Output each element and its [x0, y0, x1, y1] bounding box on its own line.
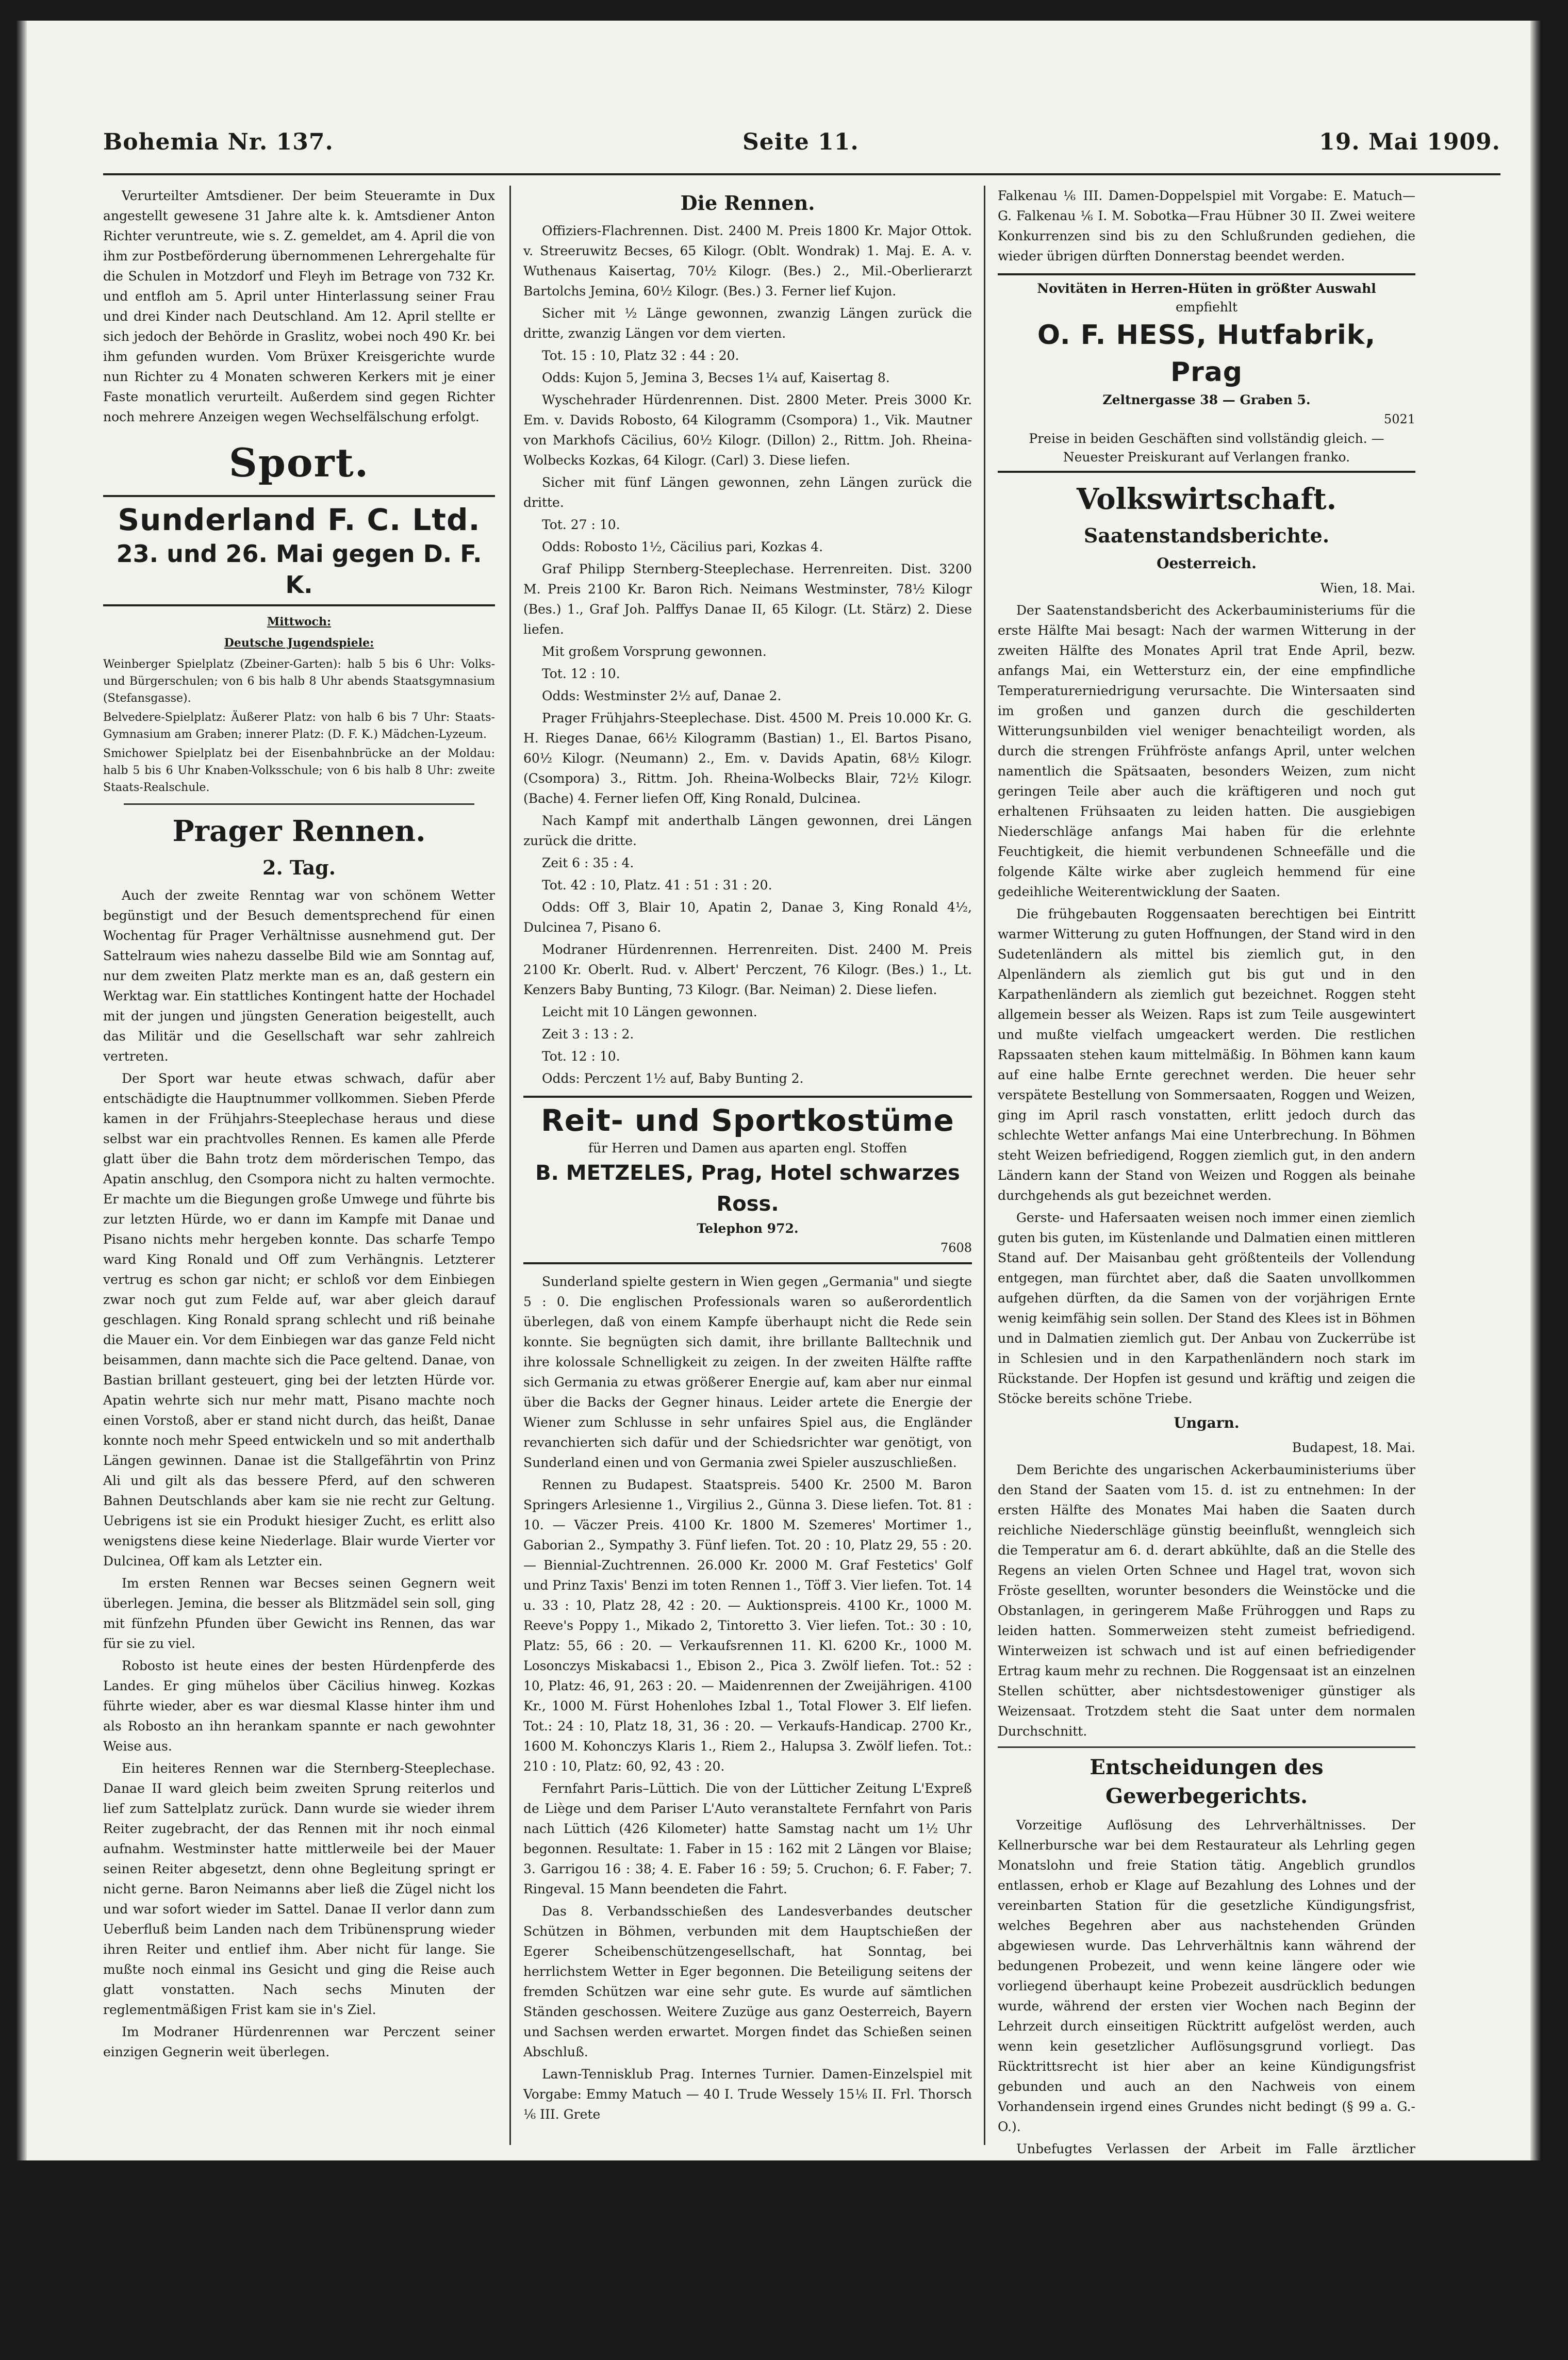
- heading-mittwoch: Mittwoch:: [267, 615, 332, 629]
- rennen-paragraph: Robosto ist heute eines der besten Hürdenpferde des Landes. Er ging mühelos über Cäcilius hinweg. Kozkas führte wieder, aber es war diesmal Klasse hinter ihm und als Robosto an ihn herankam spannte er nach gewohnter Weise aus.: [103, 1658, 495, 1754]
- ad-hess-address: Zeltnergasse 38 — Graben 5.: [1102, 392, 1311, 407]
- sport-news: Das 8. Verbandsschießen des Landesverbandes deutscher Schützen in Böhmen, verbunden mit dem Hauptschießen der Egerer Scheibenschützengesellschaft, hat Sonntag, bei herrlichstem Wetter in Eger begonnen. Die Beteiligung seitens der fremden Schützen war eine sehr gute. Es wurde auf sämtlichen Ständen geschossen. Weitere Zuzüge aus ganz Oesterreich, Bayern und Sachsen werden erwartet. Morgen findet das Schießen seinen Abschluß.: [523, 1904, 972, 2059]
- saatenstand-paragraph: Die frühgebauten Roggensaaten berechtigen bei Eintritt warmer Witterung zu guten Hoffnungen, der Stand wird in den Sudetenländern als mittel bis ziemlich gut, in den Alpenländern als ziemlich gut bis gut und in den Karpathenländern als ziemlich gut bezeichnet. Roggen steht allgemein besser als Weizen. Raps ist zum Teile ausgewintert und mußte vielfach umgeackert werden. Die restlichen Rapssaaten stehen kaum mittelmäßig. In Böhmen kann kaum auf eine halbe Ernte gerechnet werden. Die heuer sehr verspätete Bestellung von Sommersaaten, Roggen und Weizen, ging im April rasch vonstatten, erlitt jedoch durch das schlechte Wetter anfangs Mai eine Unterbrechung. In Böhmen steht Weizen befriedigend, Roggen ziemlich gut, in den andern Ländern kann der Stand von Weizen und Roggen als beinahe durchgehends als gut bezeichnet werden.: [998, 906, 1415, 1203]
- rennen-paragraph: Ein heiteres Rennen war die Sternberg-Steeplechase. Danae II ward gleich beim zweiten Sprung reiterlos und lief zum Sattelplatz zurück. Dann wurde sie wieder ihrem Reiter zugebracht, der das Rennen mit ihr noch einmal aufnahm. Westminster hatte mittlerweile bei der Mauer seinen Reiter abgesetzt, denn ohne Begleitung springt er nicht gerne. Baron Neimanns aber ließ die Zügel nicht los und war sofort wieder im Sattel. Danae II verlor dann zum Ueberfluß beim Landen nach dem Tribünensprung wieder ihren Reiter und entlief ihm. Aber nicht für lange. Sie mußte noch einmal ins Gesicht und ging die Reise auch glatt vonstatten. Nach sechs Minuten der reglementmäßigen Frist kam sie in's Ziel.: [103, 1761, 495, 2017]
- rennen-paragraph: Im ersten Rennen war Becses seinen Gegnern weit überlegen. Jemina, die besser als Blitzmädel sein soll, ging mit fünfzehn Pfunden über Gewicht ins Rennen, das war für sie zu viel.: [103, 1576, 495, 1651]
- gewerbegericht-paragraph: Vorzeitige Auflösung des Lehrverhältnisses. Der Kellnerbursche war bei dem Restaurateur als Lehrling gegen Monatslohn und freie Station tätig. Angeblich grundlos entlassen, erhob er Klage auf Bezahlung des Lohnes und der vereinbarten Station für die gesetzliche Kündigungsfrist, welches Begehren aber aus nachstehenden Gründen abgewiesen wurde. Das Lehrverhältnis kann während der bedungenen Probezeit, und wenn keine längere oder wie vorliegend überhaupt keine Probezeit ausdrücklich bedungen wurde, während der ersten vier Wochen nach Beginn der Lehrzeit durch einseitigen Rücktritt aufgelöst werden, auch wenn kein gesetzlicher Auflösungsgrund vorliegt. Das Rücktrittsrecht ist hier aber an keine Kündigungsfrist gebunden und auch an den Nachweis von einem Vorhandensein irgend eines Grundes nicht bedingt (§ 99 a. G.-O.).: [998, 1818, 1415, 2134]
- left-page-fold: [15, 21, 27, 2160]
- heading-gewerbegericht: Entscheidungen des Gewerbegerichts.: [1090, 1755, 1324, 1808]
- heading-die-rennen: Die Rennen.: [680, 191, 815, 214]
- race-result: Tot. 12 : 10.: [542, 666, 620, 681]
- column-1: [103, 186, 495, 2145]
- article-amtsdiener: Verurteilter Amtsdiener. Der beim Steueramte in Dux angestellt gewesene 31 Jahre alte k. k. Amtsdiener Anton Richter veruntreute, wie s. Z. gemeldet, am 4. April die von ihm zur Postbeförderung übernommenen Lehrergehalte für die Schulen in Motzdorf und Fleyh im Betrage von 732 Kr. und entfloh am 5. April unter Hinterlassung seiner Frau und drei Kinder nach Deutschland. Am 12. April stellte er sich jedoch der Behörde in Graslitz, wobei noch 490 Kr. bei ihm gefunden wurden. Vom Brüxer Kreisgerichte wurde nun Richter zu 4 Monaten schweren Kerkers mit je einer Faste monatlich verurteilt. Außerdem sind gegen Richter noch mehrere Anzeigen wegen Wechselfälschung erfolgt.: [103, 188, 495, 424]
- saatenstand-paragraph: Der Saatenstandsbericht des Ackerbauministeriums für die erste Hälfte Mai besagt: Nach der warmen Witterung in der zweiten Hälfte des Monates April trat Ende April, bezw. anfangs Mai, ein Wettersturz ein, der eine empfindliche Temperaturerniedrigung verursachte. Die Wintersaaten sind im großen und ganzen durch die geschilderten Witterungsunbilden viel weniger benachteiligt worden, als durch die strengen Frühfröste anfangs April, unter welchen namentlich die Spätsaaten, besonders Weizen, zum nicht geringen Teile aber auch die kräftigeren und noch gut erhaltenen Frühsaaten zu leiden hatten. Die ausgiebigen Niederschläge anfangs Mai haben für die erlehnte Feuchtigkeit, die hiemit verbundenen Schneefälle und die folgende Kälte wirke aber zugleich hemmend für eine gedeihliche Weiterentwicklung der Saaten.: [998, 603, 1415, 899]
- race-result: Tot. 42 : 10, Platz. 41 : 51 : 31 : 20.: [542, 878, 772, 893]
- header-rule: [103, 173, 1500, 175]
- header-page-number: Seite 11.: [742, 129, 859, 155]
- race-result: Graf Philipp Sternberg-Steeplechase. Herrenreiten. Dist. 3200 M. Preis 2100 Kr. Baron Rich. Neimans Westminster, 78½ Kilogr (Bes.) 1., Graf Joh. Palffys Danae II, 65 Kilogr. (Lt. Stärz) 2. Diese liefen.: [523, 562, 972, 637]
- ad-sunderland-title: Sunderland F. C. Ltd.: [118, 502, 481, 537]
- separator: [998, 1746, 1415, 1748]
- sport-news: Rennen zu Budapest. Staatspreis. 5400 Kr. 2500 M. Baron Springers Arlesienne 1., Virgilius 2., Günna 3. Diese liefen. Tot. 81 : 10. — Väczer Preis. 4100 Kr. 1800 M. Szemeres' Mortimer 1., Gaborian 2., Sympathy 3. Fünf liefen. Tot. 20 : 10, Platz 29, 55 : 20. — Biennial-Zuchtrennen. 26.000 Kr. 2000 M. Graf Festetics' Golf und Prinz Taxis' Benzi im toten Rennen 1., Töff 3. Vier liefen. Tot. 14 u. 33 : 10, Platz 28, 42 : 20. — Auktionspreis. 4100 Kr., 1000 M. Reeve's Poppy 1., Mikado 2, Tintoretto 3. Vier liefen. Tot.: 30 : 10, Platz: 55, 66 : 20. — Verkaufsrennen 11. Kl. 6200 Kr., 1000 M. Losonczys Miskabacsi 1., Ebison 2., Pica 3. Zwölf liefen. Tot.: 52 : 10, Platz: 46, 91, 263 : 20. — Maidenrennen der Zweijährigen. 4100 Kr., 1000 M. Fürst Hohenlohes Izbal 1., Total Flower 3. Elf liefen. Tot.: 24 : 10, Platz 18, 31, 36 : 20. — Verkaufs-Handicap. 2700 Kr., 1600 M. Kohonczys Klaris 1., Riem 2., Halupsa 3. Zwölf liefen. Tot.: 210 : 10, Platz: 60, 92, 43 : 20.: [523, 1477, 972, 1774]
- sport-news: Sunderland spielte gestern in Wien gegen „Germania" und siegte 5 : 0. Die englischen Professionals waren so außerordentlich überlegen, daß von einem Kampfe überhaupt nicht die Rede sein konnte. Sie begnügten sich damit, ihre brillante Balltechnik und ihre kolossale Schnelligkeit zu zeigen. In der zweiten Hälfte raffte sich Germania zu etwas größerer Energie auf, kam aber nur einmal über die Backs der Gegner hinaus. Leider artete die Energie der Wiener zum Schlusse in sehr unfaires Spiel aus, die Engländer revanchierten sich dafür und der Schiedsrichter war genötigt, von Sunderland einen und von Germania zwei Spieler auszuschließen.: [523, 1274, 972, 1470]
- race-result: Nach Kampf mit anderthalb Längen gewonnen, drei Längen zurück die dritte.: [523, 813, 972, 848]
- rennen-paragraph: Der Sport war heute etwas schwach, dafür aber entschädigte die Hauptnummer vollkommen. Sieben Pferde kamen in der Frühjahrs-Steeplechase heraus und diese selbst war ein prachtvolles Rennen. Es kamen alle Pferde glatt über die Bahn trotz dem mörderischen Tempo, das Apatin anschlug, den Csompora nicht zu halten vermochte. Er machte um die Biegungen große Umwege und führte bis zur letzten Hürde, wo er dann im Kampfe mit Danae und Pisano nichts mehr hergeben konnte. Das scharfe Tempo ward King Ronald und Off zum Verhängnis. Letzterer vertrug es schon gar nicht; er schloß vor dem Einbiegen zwar noch gut zum Felde auf, war aber gleich darauf geschlagen. King Ronald sprang schlecht und riß beinahe die Mauer ein. Vor dem Einbiegen war das ganze Feld nicht beisammen, dann machte sich die Pace geltend. Danae, von Bastian brillant gesteuert, ging bei der letzten Hürde vor. Apatin wehrte sich nur mehr matt, Pisano machte noch einen Vorstoß, aber er stand nicht durch, das heißt, Danae konnte noch mehr Speed entwickeln und so mit anderthalb Längen gewinnen. Danae ist die Stallgefährtin von Prinz Ali und gilt als das bessere Pferd, auf den schweren Bahnen Deutschlands aber kam sie nie recht zur Geltung. Uebrigens ist sie ein Produkt hiesiger Zucht, es erlitt also wenigstens diese keine Niederlage. Blair wurde Vierter vor Dulcinea, Off kam als Letzter ein.: [103, 1071, 495, 1569]
- section-title-sport: Sport.: [228, 440, 370, 486]
- ad-hess-firm: O. F. HESS, Hutfabrik, Prag: [1037, 320, 1376, 388]
- heading-saatenstandsberichte: Saatenstandsberichte.: [1083, 524, 1330, 547]
- race-result: Odds: Westminster 2½ auf, Danae 2.: [542, 688, 782, 703]
- race-result: Offiziers-Flachrennen. Dist. 2400 M. Preis 1800 Kr. Major Ottok. v. Streeruwitz Becses, 65 Kilogr. (Oblt. Wondrak) 1. Maj. E. A. v. Wuthenaus Kaisertag, 70½ Kilogr. (Bes.) 2., Mil.-Oberlierarzt Bartolchs Jemina, 60½ Kilogr. (Bes.) 3. Ferner lief Kujon.: [523, 223, 972, 299]
- column-3: [998, 186, 1415, 2357]
- race-result: Tot. 15 : 10, Platz 32 : 44 : 20.: [542, 348, 739, 363]
- race-result: Odds: Perczent 1½ auf, Baby Bunting 2.: [542, 1071, 804, 1086]
- ad-metzeles-title: Reit- und Sportkostüme: [541, 1103, 954, 1138]
- column-2: [523, 186, 972, 2145]
- sport-news: Lawn-Tennisklub Prag. Internes Turnier. Damen-Einzelspiel mit Vorgabe: Emmy Matuch — 40 I. Trude Wessely 15⅙ II. Frl. Thorsch ⅙ III. Grete: [523, 2067, 972, 2122]
- sport-news: Fernfahrt Paris–Lüttich. Die von der Lütticher Zeitung L'Expreß de Liège und dem Pariser L'Auto veranstaltete Fernfahrt von Paris nach Lüttich (426 Kilometer) hatte Samstag nacht um 1½ Uhr begonnen. Resultate: 1. Faber in 15 : 162 mit 2 Längen vor Blaise; 3. Garrigou 16 : 38; 4. E. Faber 16 : 59; 5. Cruchon; 6. F. Faber; 7. Ringeval. 15 Mann beendeten die Fahrt.: [523, 1781, 972, 1896]
- race-result: Leicht mit 10 Längen gewonnen.: [542, 1004, 757, 1019]
- article-title-prager-rennen: Prager Rennen.: [172, 814, 426, 848]
- dateline-wien: Wien, 18. Mai.: [1320, 581, 1415, 596]
- column-divider: [984, 186, 985, 2145]
- rennen-paragraph: Auch der zweite Renntag war von schönem Wetter begünstigt und der Besuch dementsprechend für einen Wochentag für Prager Verhältnisse ausnehmend gut. Der Sattelraum wies nahezu dasselbe Bild wie am Sonntag auf, nur dem zweiten Platz merkte man es an, daß gestern ein Werktag war. Ein stattliches Kontingent hatte der Hochadel mit der jungen und jüngsten Generation beigestellt, auch das Militär und die Gesellschaft war sehr zahlreich vertreten.: [103, 888, 495, 1064]
- saatenstand-paragraph: Dem Berichte des ungarischen Ackerbauministeriums über den Stand der Saaten vom 15. d. ist zu entnehmen: In der ersten Hälfte des Monates Mai haben die Saaten durch reichliche Niederschläge günstig beeinflußt, wenngleich sich die Temperatur am 6. d. derart abkühlte, daß an die Stelle des Regens an vielen Orten Schnee und Hagel trat, wovon sich Fröste gesellten, worunter besonders die Weinstöcke und die Obstanlagen, in geringerem Maße Frühroggen und Raps zu leiden hatten. Sommerweizen steht zumeist befriedigend. Winterweizen ist schwach und ist auf einen befriedigender Ertrag kaum mehr zu rechnen. Die Roggensaat ist an einzelnen Stellen schütter, aber nichtsdestoweniger günstiger als Weizensaat. Trotzdem steht die Saat unter dem normalen Durchschnitt.: [998, 1462, 1415, 1739]
- race-result: Odds: Robosto 1½, Cäcilius pari, Kozkas 4.: [542, 539, 823, 554]
- column-divider: [509, 186, 511, 2145]
- race-result: Zeit 6 : 35 : 4.: [542, 855, 634, 870]
- ad-sunderland: [103, 495, 495, 606]
- section-title-volkswirtschaft: Volkswirtschaft.: [1076, 482, 1337, 516]
- race-result: Tot. 27 : 10.: [542, 517, 620, 532]
- ad-hess-text: Preise in beiden Geschäften sind vollständig gleich. — Neuester Preiskurant auf Verlangen franko.: [1029, 431, 1384, 465]
- ad-hess-headline: Novitäten in Herren-Hüten in größter Auswahl: [1037, 281, 1376, 296]
- saatenstand-paragraph: Gerste- und Hafersaaten weisen noch immer einen ziemlich guten bis guten, im Küstenlande und Dalmatien einen mittleren Stand auf. Der Maisanbau geht größtenteils der Vollendung entgegen, man fürchtet aber, daß die Saaten unvollkommen aufgehen dürften, da die Samen von der vorjährigen Ernte wenig keimfähig sein sollen. Der Stand des Klees ist in Böhmen und in Dalmatien ziemlich gut. Der Anbau von Zuckerrübe ist in Schlesien und in den Karpathenländern noch stark im Rückstande. Der Hopfen ist gesund und kräftig und zeigen die Stöcke bereits schöne Triebe.: [998, 1210, 1415, 1406]
- heading-oesterreich: Oesterreich.: [1157, 555, 1257, 572]
- race-result: Sicher mit ½ Länge gewonnen, zwanzig Längen zurück die dritte, zwanzig Längen vor dem vierten.: [523, 306, 972, 341]
- header-date: 19. Mai 1909.: [1319, 129, 1500, 155]
- race-result: Wyschehrader Hürdenrennen. Dist. 2800 Meter. Preis 3000 Kr. Em. v. Davids Robosto, 64 Kilogramm (Csompora) 1., Vik. Mautner von Markhofs Cäcilius, 60½ Kilogr. (Dillon) 2., Rittm. Joh. Rheina-Wolbecks Kozkas, 64 Kilogr. (Carl) 3. Diese liefen.: [523, 392, 972, 468]
- ad-hess-empfiehlt: empfiehlt: [1175, 300, 1238, 315]
- race-result: Odds: Kujon 5, Jemina 3, Becses 1¼ auf, Kaisertag 8.: [542, 370, 890, 385]
- page-header: [103, 129, 1500, 160]
- race-result: Modraner Hürdenrennen. Herrenreiten. Dist. 2400 M. Preis 2100 Kr. Oberlt. Rud. v. Albert' Perczent, 76 Kilogr. (Bes.) 1., Lt. Kenzers Baby Bunting, 73 Kilogr. (Bar. Neiman) 2. Diese liefen.: [523, 942, 972, 997]
- right-page-fold: [1530, 21, 1542, 2160]
- newspaper-page: [15, 21, 1542, 2357]
- tennis-continued: Falkenau ⅙ III. Damen-Doppelspiel mit Vorgabe: E. Matuch—G. Falkenau ⅙ I. M. Sobotka—Frau Hübner 30 II. Zwei weitere Konkurrenzen sind bis zu den Schlußrunden gediehen, die wieder übrigen dürften Donnerstag beendet werden.: [998, 188, 1415, 263]
- dateline-budapest: Budapest, 18. Mai.: [1292, 1440, 1415, 1455]
- ad-hess: [998, 273, 1415, 473]
- race-result: Mit großem Vorsprung gewonnen.: [542, 644, 767, 659]
- heading-jugendspiele: Deutsche Jugendspiele:: [224, 636, 374, 650]
- header-publication: Bohemia Nr. 137.: [103, 129, 334, 155]
- article-subtitle-tag: 2. Tag.: [262, 856, 336, 879]
- ad-metzeles: [523, 1096, 972, 1264]
- separator: [124, 803, 474, 805]
- race-result: Odds: Off 3, Blair 10, Apatin 2, Danae 3, King Ronald 4½, Dulcinea 7, Pisano 6.: [523, 900, 972, 935]
- race-result: Prager Frühjahrs-Steeplechase. Dist. 4500 M. Preis 10.000 Kr. G. H. Rieges Danae, 66½ Kilogramm (Bastian) 1., El. Bartos Pisano, 60½ Kilogr. (Neumann) 2., Em. v. Davids Apatin, 68½ Kilogr. (Csompora) 3., Rittm. Joh. Rheina-Wolbecks Blair, 72½ Kilogr. (Bache) 4. Ferner liefen Off, King Ronald, Dulcinea.: [523, 711, 972, 806]
- ad-sunderland-dates: 23. und 26. Mai gegen D. F. K.: [116, 540, 482, 599]
- ad-metzeles-firm: B. METZELES, Prag, Hotel schwarzes Ross.: [535, 1161, 960, 1216]
- gewerbegericht-paragraph: Unbefugtes Verlassen der Arbeit im Falle ärztlicher Sicherstellung der Arbeitsfähigkeit des Gehilfen. Ein Schuhmachergehilfe meldete sich Montag krank und verlangte von seinem Arbeitgeber die Ausstellung eines Krankenzettels, welchem Ansuchen der Gewerbeinhaber auch nachkam. Der Kassenarzt, an den sich der Arbeiter wendete, konnte keine Krankheit feststellen und erklärte den Gehilfen für arbeitsfähig. Trotzdem kam der Gehilfe nicht in seine Werkstätte und konsultierte am nächsten Tage wieder den Kassenarzt, aber mit dem gleichen Erfolge. Auf Befragen des Arztes erklärte der Hilfsarbeiter, er wolle nicht arbeiten,: [998, 2141, 1415, 2357]
- jugendspiele-smichow: Smichower Spielplatz bei der Eisenbahnbrücke an der Moldau: halb 5 bis 6 Uhr Knaben-Volksschule; von 6 bis halb 8 Uhr: zweite Staats-Realschule.: [103, 747, 495, 794]
- ad-metzeles-subtitle: für Herren und Damen aus aparten engl. Stoffen: [588, 1141, 907, 1156]
- race-result: Tot. 12 : 10.: [542, 1049, 620, 1064]
- jugendspiele-weinberge: Weinberger Spielplatz (Zbeiner-Garten): halb 5 bis 6 Uhr: Volks- und Bürgerschulen; von 6 bis halb 8 Uhr abends Staatsgymnasium (Stefansgasse).: [103, 658, 495, 705]
- heading-ungarn: Ungarn.: [1174, 1414, 1240, 1431]
- ad-hess-number: 5021: [1383, 412, 1415, 426]
- ad-metzeles-telephone: Telephon 972.: [697, 1221, 799, 1236]
- rennen-paragraph: Im Modraner Hürdenrennen war Perczent seiner einzigen Gegnerin weit überlegen.: [103, 2024, 495, 2059]
- race-result: Sicher mit fünf Längen gewonnen, zehn Längen zurück die dritte.: [523, 475, 972, 510]
- ad-metzeles-number: 7608: [940, 1241, 972, 1255]
- jugendspiele-belvedere: Belvedere-Spielplatz: Äußerer Platz: von halb 6 bis 7 Uhr: Staats-Gymnasium am Graben; innerer Platz: (D. F. K.) Mädchen-Lyzeum.: [103, 711, 495, 741]
- race-result: Zeit 3 : 13 : 2.: [542, 1027, 634, 1042]
